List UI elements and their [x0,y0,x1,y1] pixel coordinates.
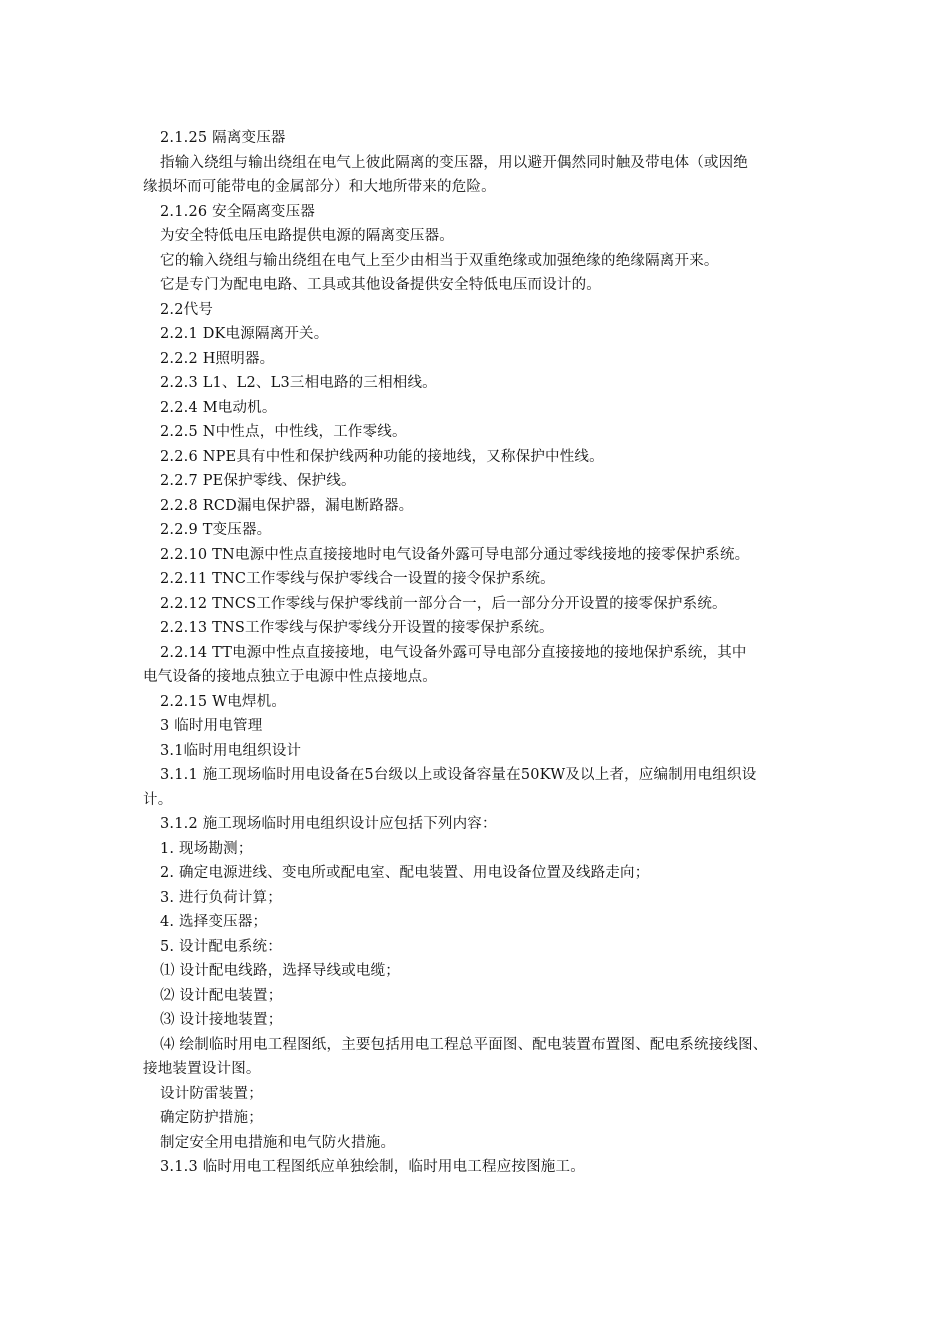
paragraph-line: 它是专门为配电电路、工具或其他设备提供安全特低电压而设计的。 [160,277,601,293]
list-item: 2.2.10 TN电源中性点直接接地时电气设备外露可导电部分通过零线接地的接零保护系统。 [160,546,750,563]
list-item: 4. 选择变压器； [160,914,268,930]
paragraph-line: 缘损坏而可能带电的金属部分）和大地所带来的危险。 [143,179,496,195]
list-item: 2.2.6 NPE具有中性和保护线两种功能的接地线，又称保护中性线。 [160,448,604,465]
heading-3-1: 3.1临时用电组织设计 [160,742,302,759]
paragraph-line: 计。 [143,791,173,808]
sub-list-item: ⑶ 设计接地装置； [160,1012,283,1028]
paragraph-line: 为安全特低电压电路提供电源的隔离变压器。 [160,228,454,244]
list-item: 2. 确定电源进线、变电所或配电室、配电装置、用电设备位置及线路走向； [160,865,650,881]
list-item: 2.2.15 W电焊机。 [160,693,287,710]
list-item: 1. 现场勘测； [160,840,253,857]
sub-list-item: ⑴ 设计配电线路，选择导线或电缆； [160,963,401,979]
list-item: 设计防雷装置； [160,1085,263,1102]
list-item: 确定防护措施； [160,1110,263,1126]
paragraph-line: 3.1.3 临时用电工程图纸应单独绘制，临时用电工程应按图施工。 [160,1159,585,1175]
sub-list-item-continuation: 接地装置设计图。 [143,1061,261,1077]
list-item: 2.2.1 DK电源隔离开关。 [160,326,329,342]
list-item: 2.2.8 RCD漏电保护器，漏电断路器。 [160,497,414,514]
list-item: 2.2.3 L1、L2、L3三相电路的三相相线。 [160,375,437,391]
heading-2-1-26: 2.1.26 安全隔离变压器 [160,203,316,220]
sub-list-item: ⑷ 绘制临时用电工程图纸，主要包括用电工程总平面图、配电装置布置图、配电系统接线图、 [160,1036,768,1053]
heading-2-1-25: 2.1.25 隔离变压器 [160,130,286,146]
list-item: 2.2.13 TNS工作零线与保护零线分开设置的接零保护系统。 [160,620,554,636]
paragraph-line: 3.1.2 施工现场临时用电组织设计应包括下列内容： [160,816,497,832]
list-item: 2.2.12 TNCS工作零线与保护零线前一部分合一，后一部分分开设置的接零保护系统。 [160,595,727,612]
list-item: 2.2.14 TT电源中性点直接接地，电气设备外露可导电部分直接接地的接地保护系统，其中 [160,644,747,661]
list-item: 2.2.9 T变压器。 [160,522,272,538]
heading-2-2: 2.2代号 [160,301,214,318]
document-body [143,126,823,1180]
list-item: 2.2.4 M电动机。 [160,399,277,416]
paragraph-line: 它的输入绕组与输出绕组在电气上至少由相当于双重绝缘或加强绝缘的绝缘隔离开来。 [160,252,719,269]
list-item: 5. 设计配电系统： [160,938,282,955]
heading-3: 3 临时用电管理 [160,718,263,734]
list-item: 制定安全用电措施和电气防火措施。 [160,1134,396,1151]
list-item: 2.2.5 N中性点，中性线，工作零线。 [160,424,407,440]
list-item-continuation: 电气设备的接地点独立于电源中性点接地点。 [143,669,437,685]
sub-list-item: ⑵ 设计配电装置； [160,987,283,1004]
paragraph-line: 指输入绕组与输出绕组在电气上彼此隔离的变压器，用以避开偶然同时触及带电体（或因绝 [160,154,748,171]
list-item: 3. 进行负荷计算； [160,889,282,906]
list-item: 2.2.11 TNC工作零线与保护零线合一设置的接令保护系统。 [160,571,555,587]
list-item: 2.2.2 H照明器。 [160,350,275,367]
list-item: 2.2.7 PE保护零线、保护线。 [160,473,356,489]
paragraph-line: 3.1.1 施工现场临时用电设备在5台级以上或设备容量在50KW及以上者，应编制用电组织设 [160,767,757,783]
